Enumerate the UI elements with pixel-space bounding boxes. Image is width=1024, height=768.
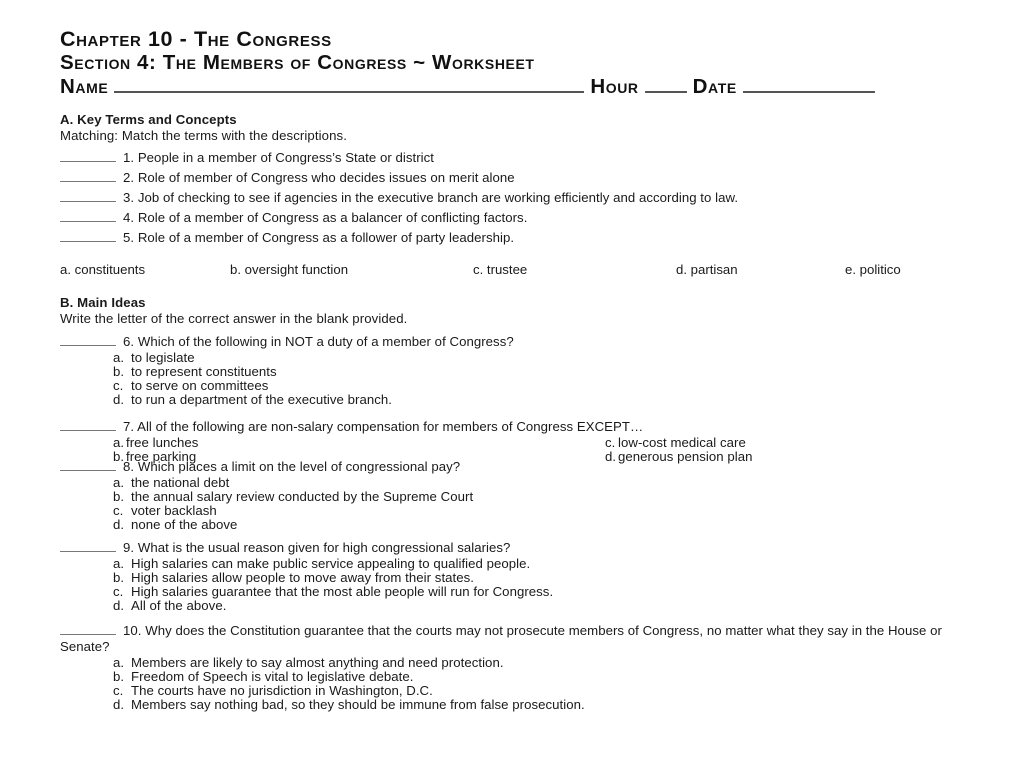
section-a-instructions: Matching: Match the terms with the descriptions. xyxy=(60,128,347,143)
option-text: free lunches xyxy=(126,435,199,450)
hour-blank[interactable] xyxy=(645,91,687,93)
question-text: Which of the following in NOT a duty of a member of Congress? xyxy=(137,334,514,349)
matching-item-text: Role of a member of Congress as a balancer of conflicting factors. xyxy=(137,210,528,225)
question-stem xyxy=(60,623,965,655)
option-letter: b. xyxy=(113,489,125,504)
option-letter: d. xyxy=(605,449,617,464)
option-letter: a. xyxy=(113,475,125,490)
option-text: the annual salary review conducted by the Supreme Court xyxy=(131,489,474,504)
option-letter: a. xyxy=(113,655,125,670)
matching-item xyxy=(60,210,527,226)
matching-item-text: Role of member of Congress who decides issues on merit alone xyxy=(137,170,515,185)
matching-answer-blank[interactable] xyxy=(60,150,116,162)
question-stem xyxy=(60,334,514,350)
matching-answer-blank[interactable] xyxy=(60,190,116,202)
term-option-e: e. politico xyxy=(845,262,901,277)
option-letter: b. xyxy=(113,669,125,684)
question-stem xyxy=(60,540,510,556)
option-letter: d. xyxy=(113,517,125,532)
question-text: What is the usual reason given for high congressional salaries? xyxy=(137,540,511,555)
question-stem xyxy=(60,459,460,475)
option-text: generous pension plan xyxy=(618,449,753,464)
matching-item-number: 3. xyxy=(123,190,135,205)
option-letter: c. xyxy=(605,435,616,450)
question-text: All of the following are non-salary compensation for members of Congress EXCEPT… xyxy=(137,419,644,434)
option-text: free parking xyxy=(126,449,197,464)
option-text: to run a department of the executive branch. xyxy=(131,392,392,407)
section-b-instructions: Write the letter of the correct answer in the blank provided. xyxy=(60,311,408,326)
option-text: High salaries can make public service appealing to qualified people. xyxy=(131,556,531,571)
matching-item-text: Job of checking to see if agencies in the executive branch are working efficiently and according to law. xyxy=(137,190,739,205)
question-number: 10. xyxy=(123,623,142,638)
section-b-heading: B. Main Ideas xyxy=(60,295,146,310)
matching-item xyxy=(60,170,515,186)
option-text: Members say nothing bad, so they should be immune from false prosecution. xyxy=(131,697,585,712)
date-label: Date xyxy=(692,75,737,98)
matching-answer-blank[interactable] xyxy=(60,210,116,222)
option-letter: d. xyxy=(113,598,125,613)
matching-item-text: People in a member of Congress’s State or district xyxy=(137,150,435,165)
question-answer-blank[interactable] xyxy=(60,459,116,471)
question-answer-blank[interactable] xyxy=(60,540,116,552)
term-option-a: a. constituents xyxy=(60,262,146,277)
answer-option[interactable] xyxy=(113,598,226,614)
option-letter: c. xyxy=(113,378,124,393)
question-number: 7. xyxy=(123,419,135,434)
term-option-c: c. trustee xyxy=(473,262,528,277)
option-text: to represent constituents xyxy=(131,364,277,379)
option-letter: a. xyxy=(113,435,125,450)
question-number: 9. xyxy=(123,540,135,555)
answer-option[interactable] xyxy=(605,449,753,465)
option-letter: c. xyxy=(113,503,124,518)
option-letter: b. xyxy=(113,449,125,464)
worksheet-header xyxy=(60,28,970,98)
matching-item-number: 1. xyxy=(123,150,135,165)
matching-item-number: 5. xyxy=(123,230,135,245)
option-letter: c. xyxy=(113,683,124,698)
option-text: voter backlash xyxy=(131,503,217,518)
option-text: High salaries guarantee that the most able people will run for Congress. xyxy=(131,584,554,599)
option-text: to serve on committees xyxy=(131,378,269,393)
hour-label: Hour xyxy=(590,75,639,98)
option-text: low-cost medical care xyxy=(618,435,746,450)
option-letter: b. xyxy=(113,364,125,379)
option-text: High salaries allow people to move away from their states. xyxy=(131,570,474,585)
question-answer-blank[interactable] xyxy=(60,623,116,635)
question-stem xyxy=(60,419,643,435)
student-info-line xyxy=(60,75,970,98)
section-a-heading: A. Key Terms and Concepts xyxy=(60,112,237,127)
matching-item-number: 4. xyxy=(123,210,135,225)
question-answer-blank[interactable] xyxy=(60,419,116,431)
option-text: All of the above. xyxy=(131,598,227,613)
option-text: The courts have no jurisdiction in Washington, D.C. xyxy=(131,683,433,698)
matching-item xyxy=(60,150,434,166)
question-text: Which places a limit on the level of congressional pay? xyxy=(137,459,461,474)
option-text: the national debt xyxy=(131,475,230,490)
option-text: Members are likely to say almost anything and need protection. xyxy=(131,655,504,670)
term-option-b: b. oversight function xyxy=(230,262,349,277)
question-number: 8. xyxy=(123,459,135,474)
answer-option[interactable] xyxy=(113,392,392,408)
option-letter: c. xyxy=(113,584,124,599)
option-letter: a. xyxy=(113,556,125,571)
name-label: Name xyxy=(60,75,109,98)
option-text: Freedom of Speech is vital to legislative debate. xyxy=(131,669,414,684)
chapter-title: Chapter 10 - The Congress xyxy=(60,27,332,51)
matching-answer-blank[interactable] xyxy=(60,230,116,242)
option-letter: b. xyxy=(113,570,125,585)
option-text: to legislate xyxy=(131,350,195,365)
matching-item-number: 2. xyxy=(123,170,135,185)
question-text: Why does the Constitution guarantee that the courts may not prosecute members of Congress, no matter what they say in the House or Senate? xyxy=(60,623,942,654)
option-letter: a. xyxy=(113,350,125,365)
date-blank[interactable] xyxy=(743,91,875,93)
option-letter: d. xyxy=(113,697,125,712)
answer-option[interactable] xyxy=(113,697,585,713)
option-text: none of the above xyxy=(131,517,238,532)
term-option-d: d. partisan xyxy=(676,262,738,277)
section-title: Section 4: The Members of Congress ~ Worksheet xyxy=(60,51,535,74)
matching-item-text: Role of a member of Congress as a follower of party leadership. xyxy=(137,230,515,245)
option-letter: d. xyxy=(113,392,125,407)
matching-answer-blank[interactable] xyxy=(60,170,116,182)
question-number: 6. xyxy=(123,334,135,349)
answer-option[interactable] xyxy=(113,517,237,533)
question-answer-blank[interactable] xyxy=(60,334,116,346)
matching-item xyxy=(60,230,514,246)
name-blank[interactable] xyxy=(114,91,584,93)
term-bank xyxy=(0,262,1024,280)
matching-item xyxy=(60,190,738,206)
